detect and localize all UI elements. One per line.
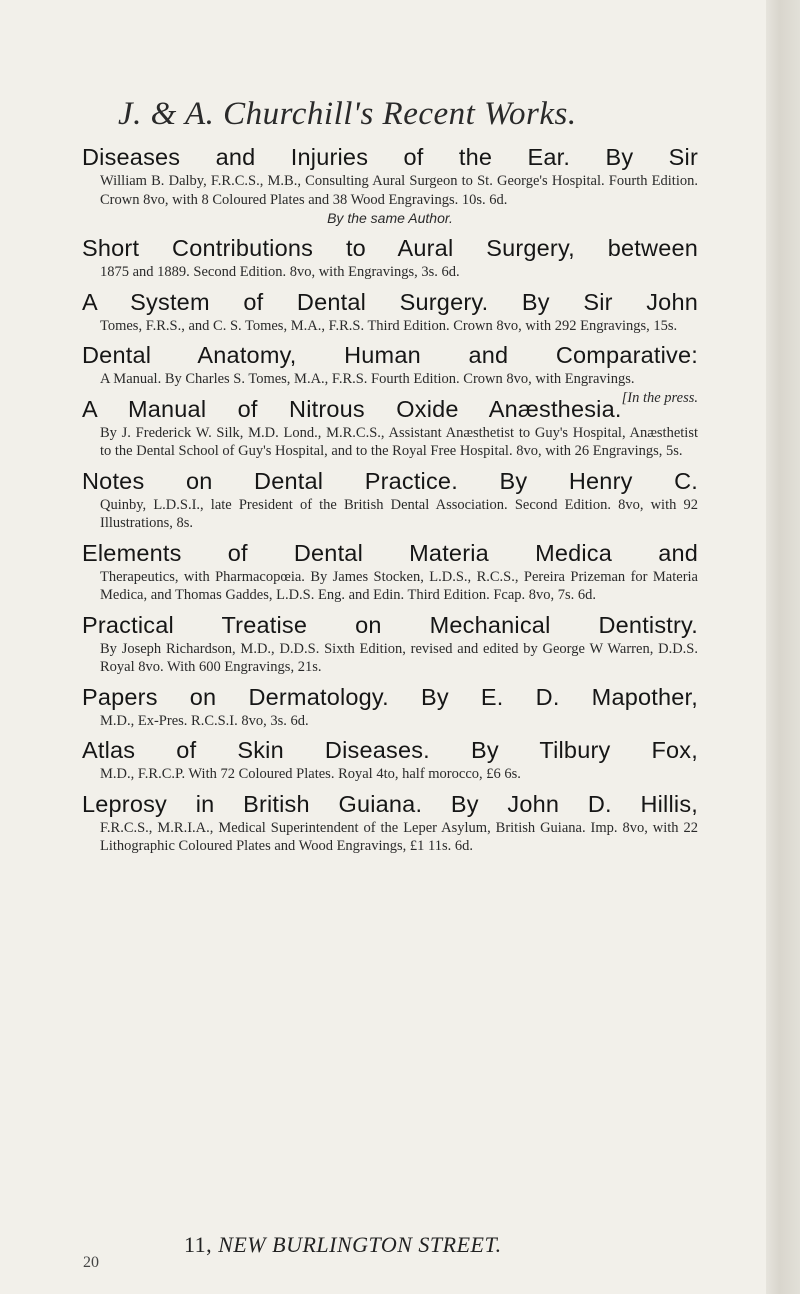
entry-title: Leprosy in British Guiana. By John D. Hillis,: [82, 790, 698, 817]
entry-title: Elements of Dental Materia Medica and: [82, 539, 698, 566]
entry-description: [82, 370, 698, 406]
entry-description: Quinby, L.D.S.I., late President of the British Dental Association. Second Edition. 8vo, with 92 Illustrations, 8s.: [100, 496, 698, 531]
running-head: J. & A. Churchill's Recent Works.: [118, 96, 577, 132]
street-number: 11,: [184, 1232, 213, 1257]
entry-title: Atlas of Skin Diseases. By Tilbury Fox,: [82, 737, 698, 763]
entry-description: M.D., Ex-Pres. R.C.S.I. 8vo, 3s. 6d.: [100, 712, 309, 729]
entry-description: F.R.C.S., M.R.I.A., Medical Superintendent of the Leper Asylum, British Guiana. Imp. 8vo, with 22 Lithographic Coloured Plates and Wood Engravings, £1 11s. 6d.: [100, 819, 698, 854]
catalogue-entry: [82, 341, 698, 406]
catalogue-entry: [82, 790, 698, 856]
entry-title: Dental Anatomy, Human and Comparative:: [82, 342, 698, 368]
entry-title: Diseases and Injuries of the Ear. By Sir: [82, 144, 698, 170]
entry-title: Practical Treatise on Mechanical Dentistry.: [82, 611, 698, 638]
entry-description: William B. Dalby, F.R.C.S., M.B., Consulting Aural Surgeon to St. George's Hospital. Fourth Edition. Crown 8vo, with 8 Coloured Plates and 38 Wood Engravings. 10s. 6d.: [100, 173, 698, 208]
entry-title: Notes on Dental Practice. By Henry C.: [82, 467, 698, 494]
entry-title: A System of Dental Surgery. By Sir John: [82, 288, 698, 315]
page-number: 20: [83, 1254, 99, 1271]
entry-title: Short Contributions to Aural Surgery, between: [82, 235, 698, 261]
entry-description: 1875 and 1889. Second Edition. 8vo, with Engravings, 3s. 6d.: [100, 264, 460, 280]
entry-description: Therapeutics, with Pharmacopœia. By James Stocken, L.D.S., R.C.S., Pereira Prizeman for Materia Medica, and Thomas Gaddes, L.D.S. Eng. and Edin. Third Edition. Fcap. 8vo, 7s. 6d.: [100, 568, 698, 603]
entry-description: By J. Frederick W. Silk, M.D. Lond., M.R.C.S., Assistant Anæsthetist to Guy's Hospital, Anæsthetist to the Dental School of Guy's Hospital, and to the Royal Free Hospital. 8vo, with 26 Engravings, 5s.: [100, 424, 698, 459]
by-same-author-note: By the same Author.: [327, 210, 453, 226]
entry-description: By Joseph Richardson, M.D., D.D.S. Sixth Edition, revised and edited by George W Warren, D.D.S. Royal 8vo. With 600 Engravings, 21s.: [100, 640, 698, 675]
entry-description-text: A Manual. By Charles S. Tomes, M.A., F.R.S. Fourth Edition. Crown 8vo, with Engravings.: [100, 371, 635, 387]
catalogue-entry: [82, 467, 698, 533]
entry-description: M.D., F.R.C.P. With 72 Coloured Plates. Royal 4to, half morocco, £6 6s.: [100, 766, 521, 782]
catalogue-entry: [82, 539, 698, 605]
publisher-address: [184, 1232, 502, 1258]
catalogue-entry: [82, 234, 698, 282]
catalogue-entry: [82, 736, 698, 784]
catalogue-entry: [82, 683, 698, 731]
press-status: [In the press.: [621, 389, 698, 406]
catalogue-entry: [82, 611, 698, 677]
street-name: NEW BURLINGTON STREET.: [218, 1232, 502, 1257]
entry-title: Papers on Dermatology. By E. D. Mapother,: [82, 683, 698, 710]
page-edge-shadow: [766, 0, 800, 1294]
entry-description: Tomes, F.R.S., and C. S. Tomes, M.A., F.R.S. Third Edition. Crown 8vo, with 292 Engravings, 15s.: [100, 317, 678, 334]
catalogue-entry: [82, 395, 698, 461]
entry-title: A Manual of Nitrous Oxide Anæsthesia.: [82, 395, 622, 422]
catalogue-entries: [82, 143, 698, 862]
catalogue-entry: [82, 143, 698, 228]
catalogue-entry: [82, 288, 698, 336]
